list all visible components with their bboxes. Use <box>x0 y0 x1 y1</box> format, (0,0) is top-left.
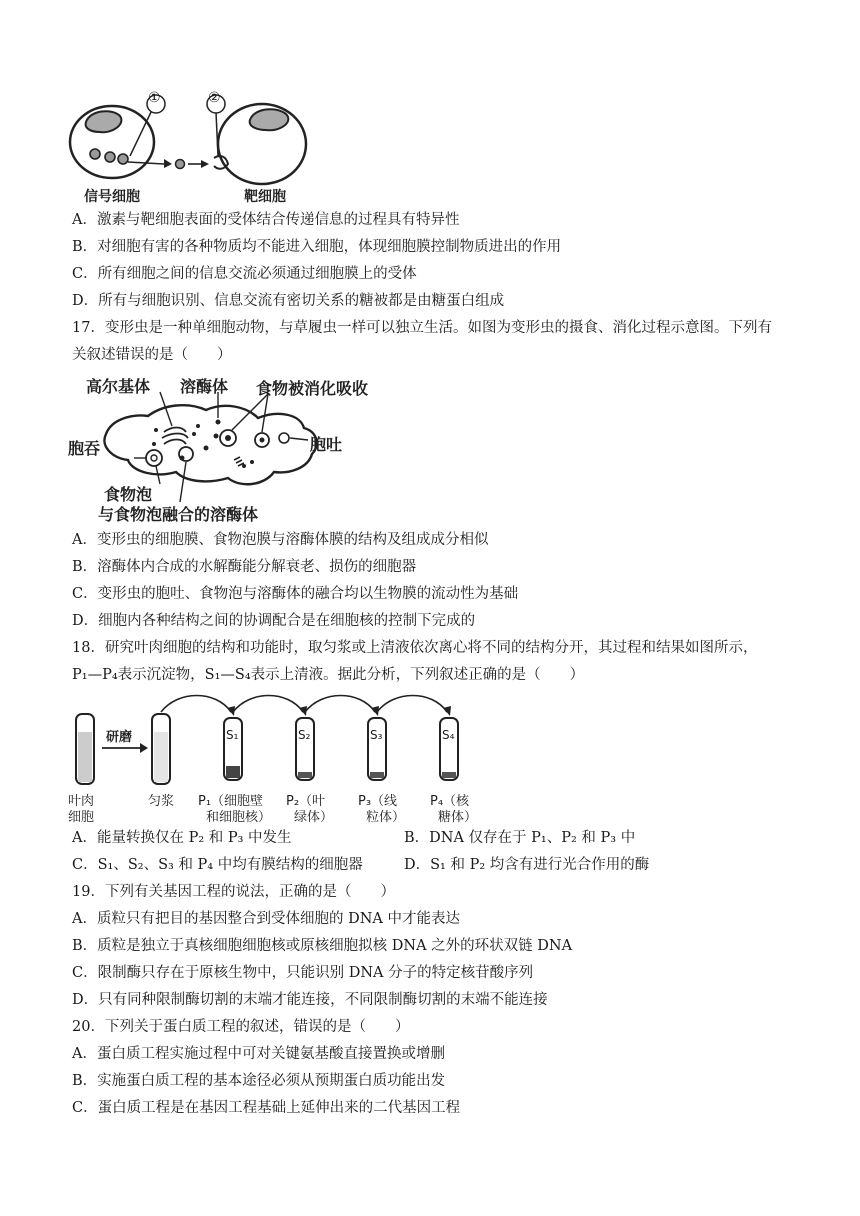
q18-option-a: A．能量转换仅在 P₂ 和 P₃ 中发生 <box>72 830 292 846</box>
leaf-cell-label-1: 叶肉 <box>68 794 95 809</box>
centrifuge-figure <box>68 692 488 828</box>
amoeba-figure <box>68 374 398 524</box>
signal-cell-figure <box>64 92 314 207</box>
q18-option-c: C．S₁、S₂、S₃ 和 P₄ 中均有膜结构的细胞器 <box>72 857 363 873</box>
q18-option-b: B．DNA 仅存在于 P₁、P₂ 和 P₃ 中 <box>404 830 636 846</box>
fused-lysosome-label: 与食物泡融合的溶酶体 <box>98 505 259 524</box>
q20-option-c: C．蛋白质工程是在基因工程基础上延伸出来的二代基因工程 <box>72 1100 461 1116</box>
q19-option-b: B．质粒是独立于真核细胞细胞核或原核细胞拟核 DNA 之外的环状双链 DNA <box>72 938 573 954</box>
q16-option-c: C．所有细胞之间的信息交流必须通过细胞膜上的受体 <box>72 266 417 282</box>
q18-stem-line2: P₁—P₄表示沉淀物，S₁—S₄表示上清液。据此分析，下列叙述正确的是（ ） <box>72 667 585 683</box>
exocytosis-label: 胞吐 <box>310 435 343 454</box>
target-cell-label: 靶细胞 <box>244 189 286 205</box>
s2-label: S₂ <box>298 728 311 742</box>
p2-label-2: 绿体） <box>294 810 334 825</box>
lysosome-label: 溶酶体 <box>180 377 229 396</box>
q20-option-b: B．实施蛋白质工程的基本途径必须从预期蛋白质功能出发 <box>72 1073 446 1089</box>
signal-cell-label: 信号细胞 <box>84 189 140 205</box>
p3-label-1: P₃（线 <box>358 794 398 809</box>
q19-option-d: D．只有同种限制酶切割的末端才能连接，不同限制酶切割的末端不能连接 <box>72 992 548 1008</box>
p4-label-1: P₄（核 <box>430 794 470 809</box>
p4-label-2: 糖体） <box>438 810 478 825</box>
q20-stem: 20．下列关于蛋白质工程的叙述，错误的是（ ） <box>72 1019 410 1035</box>
q16-option-d: D．所有与细胞识别、信息交流有密切关系的糖被都是由糖蛋白组成 <box>72 293 505 309</box>
q18-option-d: D．S₁ 和 P₂ 均含有进行光合作用的酶 <box>404 857 650 873</box>
p3-label-2: 粒体） <box>366 810 406 825</box>
q18-stem-line1: 18．研究叶肉细胞的结构和功能时，取匀浆或上清液依次离心将不同的结构分开，其过程和结果如图所示， <box>72 640 758 656</box>
s1-label: S₁ <box>226 728 239 742</box>
q17-option-a: A．变形虫的细胞膜、食物泡膜与溶酶体膜的结构及组成成分相似 <box>72 532 489 548</box>
leaf-cell-label-2: 细胞 <box>68 810 95 825</box>
phagocytosis-label: 胞吞 <box>68 439 101 458</box>
p1-label-1: P₁（细胞壁 <box>198 794 264 809</box>
s3-label: S₃ <box>370 728 383 742</box>
homogenate-label: 匀浆 <box>148 794 175 809</box>
q17-option-b: B．溶酶体内合成的水解酶能分解衰老、损伤的细胞器 <box>72 559 417 575</box>
label-2: ② <box>208 90 221 106</box>
s4-label: S₄ <box>442 728 455 742</box>
q19-option-c: C．限制酶只存在于原核生物中，只能识别 DNA 分子的特定核苷酸序列 <box>72 965 534 981</box>
q17-option-c: C．变形虫的胞吐、食物泡与溶酶体的融合均以生物膜的流动性为基础 <box>72 586 519 602</box>
q19-option-a: A．质粒只有把目的基因整合到受体细胞的 DNA 中才能表达 <box>72 911 460 927</box>
q16-option-a: A．激素与靶细胞表面的受体结合传递信息的过程具有特异性 <box>72 212 460 228</box>
q16-option-b: B．对细胞有害的各种物质均不能进入细胞，体现细胞膜控制物质进出的作用 <box>72 239 562 255</box>
q17-option-d: D．细胞内各种结构之间的协调配合是在细胞核的控制下完成的 <box>72 613 476 629</box>
q17-stem-line2: 关叙述错误的是（ ） <box>72 347 232 363</box>
q20-option-a: A．蛋白质工程实施过程中可对关键氨基酸直接置换或增删 <box>72 1046 445 1062</box>
p2-label-1: P₂（叶 <box>286 794 326 809</box>
digest-label: 食物被消化吸收 <box>256 379 369 398</box>
grind-label: 研磨 <box>106 730 133 745</box>
food-vacuole-label: 食物泡 <box>104 485 153 504</box>
q17-stem-line1: 17．变形虫是一种单细胞动物，与草履虫一样可以独立生活。如图为变形虫的摄食、消化过程示意图。下列有 <box>72 320 772 336</box>
label-1: ① <box>148 90 161 106</box>
golgi-label: 高尔基体 <box>86 377 151 396</box>
p1-label-2: 和细胞核） <box>206 810 272 825</box>
q19-stem: 19．下列有关基因工程的说法，正确的是（ ） <box>72 884 395 900</box>
